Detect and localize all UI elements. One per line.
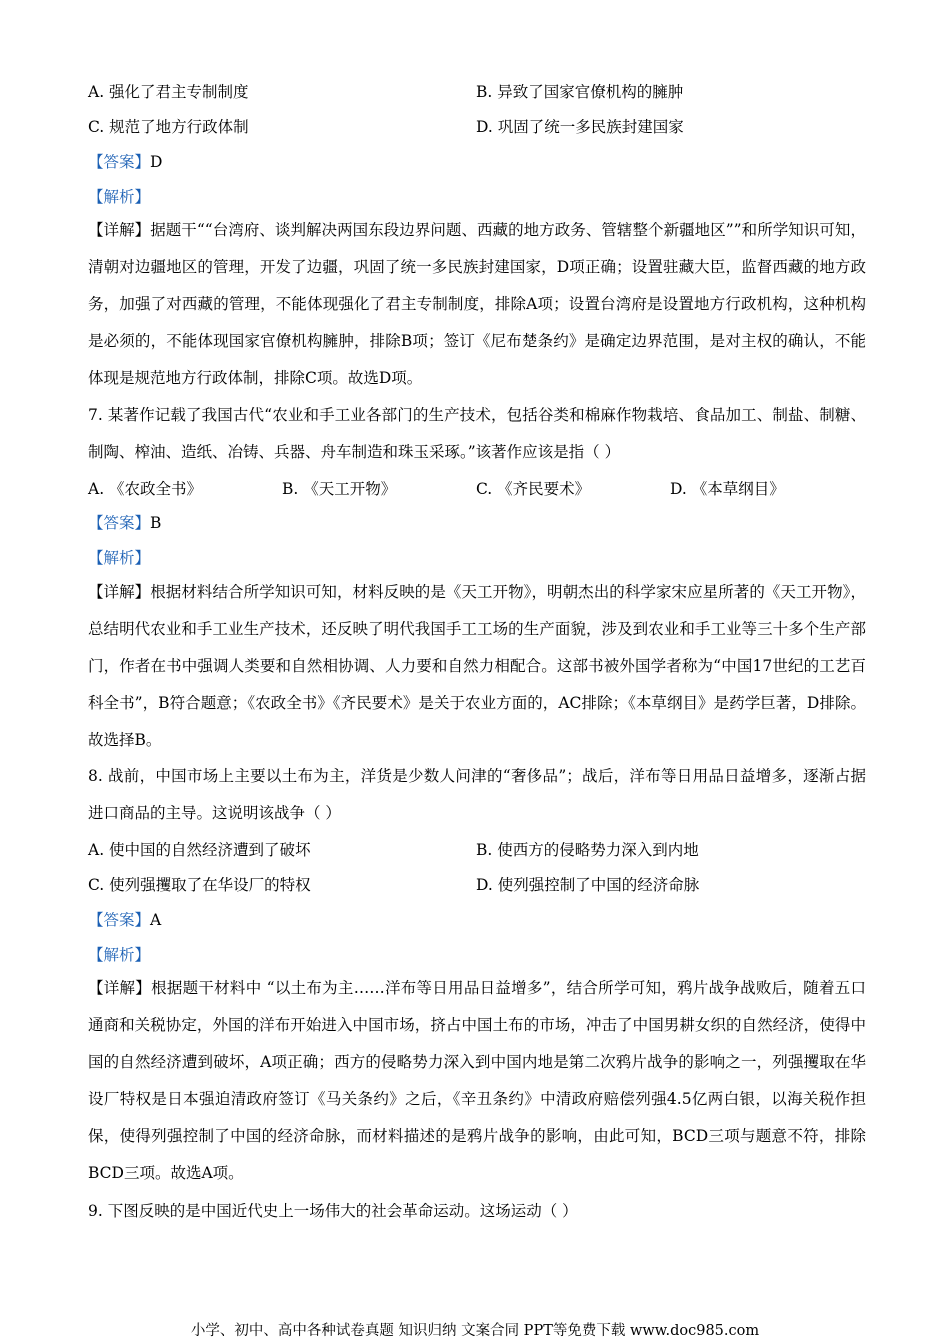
analysis-tag: 【解析】: [88, 188, 151, 206]
q7-option-a: A. 《农政全书》: [88, 480, 203, 498]
q7-option-c: C. 《齐民要术》: [476, 480, 591, 498]
q7-analysis-tag: [88, 548, 863, 568]
q6-option-b: B. 异致了国家官僚机构的臃肿: [476, 83, 684, 101]
detail-tag: 【详解】: [88, 979, 152, 997]
q8-detail: [88, 970, 866, 1192]
q7-option-b: B. 《天工开物》: [282, 480, 397, 498]
page-footer: 小学、初中、高中各种试卷真题 知识归纳 文案合同 PPT等免费下载 www.doc985.com: [190, 1323, 760, 1339]
q7-option-d: D. 《本草纲目》: [670, 480, 785, 498]
q8-answer: A: [150, 911, 162, 929]
q7-stem: 7. 某著作记载了我国古代“农业和手工业各部门的生产技术，包括谷类和棉麻作物栽培、食品加工、制盐、制糖、制陶、榨油、造纸、冶铸、兵器、舟车制造和珠玉采琢。”该著作应该是指（ ）: [88, 406, 866, 461]
analysis-tag: 【解析】: [88, 946, 151, 964]
q6-option-a: A. 强化了君主专制制度: [88, 83, 249, 101]
answer-tag: 【答案】: [88, 153, 151, 171]
q6-analysis-tag: [88, 187, 863, 207]
q8-option-a: A. 使中国的自然经济遭到了破坏: [88, 841, 311, 859]
q7-answer-line: [88, 513, 863, 533]
q6-option-d: D. 巩固了统一多民族封建国家: [476, 118, 684, 136]
analysis-tag: 【解析】: [88, 549, 151, 567]
q8-analysis-tag: [88, 945, 863, 965]
q6-option-c: C. 规范了地方行政体制: [88, 118, 249, 136]
q7-detail-text: 根据材料结合所学知识可知，材料反映的是《天工开物》，明朝杰出的科学家宋应星所著的《天工开物》，总结明代农业和手工业生产技术，还反映了明代我国手工工场的生产面貌，涉及到农业和手工业等三十多个生产部门，作者在书中强调人类要和自然相协调、人力要和自然力相配合。这部书被外国学者称为“中国17世纪的工艺百科全书”，B符合题意；《农政全书》《齐民要术》是关于农业方面的，AC排除；《本草纲目》是药学巨著，D排除。故选择B。: [88, 583, 866, 749]
detail-tag: 【详解】: [88, 221, 151, 239]
q9-stem: 9. 下图反映的是中国近代史上一场伟大的社会革命运动。这场运动（ ）: [88, 1202, 578, 1220]
q8-answer-line: [88, 910, 863, 930]
q8-option-d: D. 使列强控制了中国的经济命脉: [476, 876, 700, 894]
q8-option-c: C. 使列强攫取了在华设厂的特权: [88, 876, 311, 894]
q6-detail-text: 据题干““台湾府、谈判解决两国东段边界问题、西藏的地方政务、管辖整个新疆地区””和所学知识可知，清朝对边疆地区的管理，开发了边疆，巩固了统一多民族封建国家，D项正确；设置驻藏大臣，监督西藏的地方政务，加强了对西藏的管理，不能体现强化了君主专制制度，排除A项；设置台湾府是设置地方行政机构，这种机构是必须的，不能体现国家官僚机构臃肿，排除B项；签订《尼布楚条约》是确定边界范围，是对主权的确认，不能体现是规范地方行政体制，排除C项。故选D项。: [88, 221, 866, 387]
answer-tag: 【答案】: [88, 911, 151, 929]
q8-detail-text: 根据题干材料中 “以土布为主……洋布等日用品日益增多”，结合所学可知，鸦片战争战败后，随着五口通商和关税协定，外国的洋布开始进入中国市场，挤占中国土布的市场，冲击了中国男耕女织的自然经济，使得中国的自然经济遭到破坏，A项正确；西方的侵略势力深入到中国内地是第二次鸦片战争的影响之一，列强攫取在华设厂特权是日本强迫清政府签订《马关条约》之后，《辛丑条约》中清政府赔偿列强4.5亿两白银，以海关税作担保，使得列强控制了中国的经济命脉，而材料描述的是鸦片战争的影响，由此可知，BCD三项与题意不符，排除BCD三项。故选A项。: [88, 979, 866, 1182]
q6-detail: [88, 212, 866, 397]
q7-detail: [88, 574, 866, 759]
detail-tag: 【详解】: [88, 583, 151, 601]
q8-option-b: B. 使西方的侵略势力深入到内地: [476, 841, 699, 859]
q6-answer: D: [150, 153, 163, 171]
answer-tag: 【答案】: [88, 514, 151, 532]
q8-stem: 8. 战前，中国市场上主要以土布为主，洋货是少数人问津的“奢侈品”；战后，洋布等日用品日益增多，逐渐占据进口商品的主导。这说明该战争（ ）: [88, 767, 866, 822]
q6-answer-line: [88, 152, 863, 172]
q7-answer: B: [150, 514, 162, 532]
